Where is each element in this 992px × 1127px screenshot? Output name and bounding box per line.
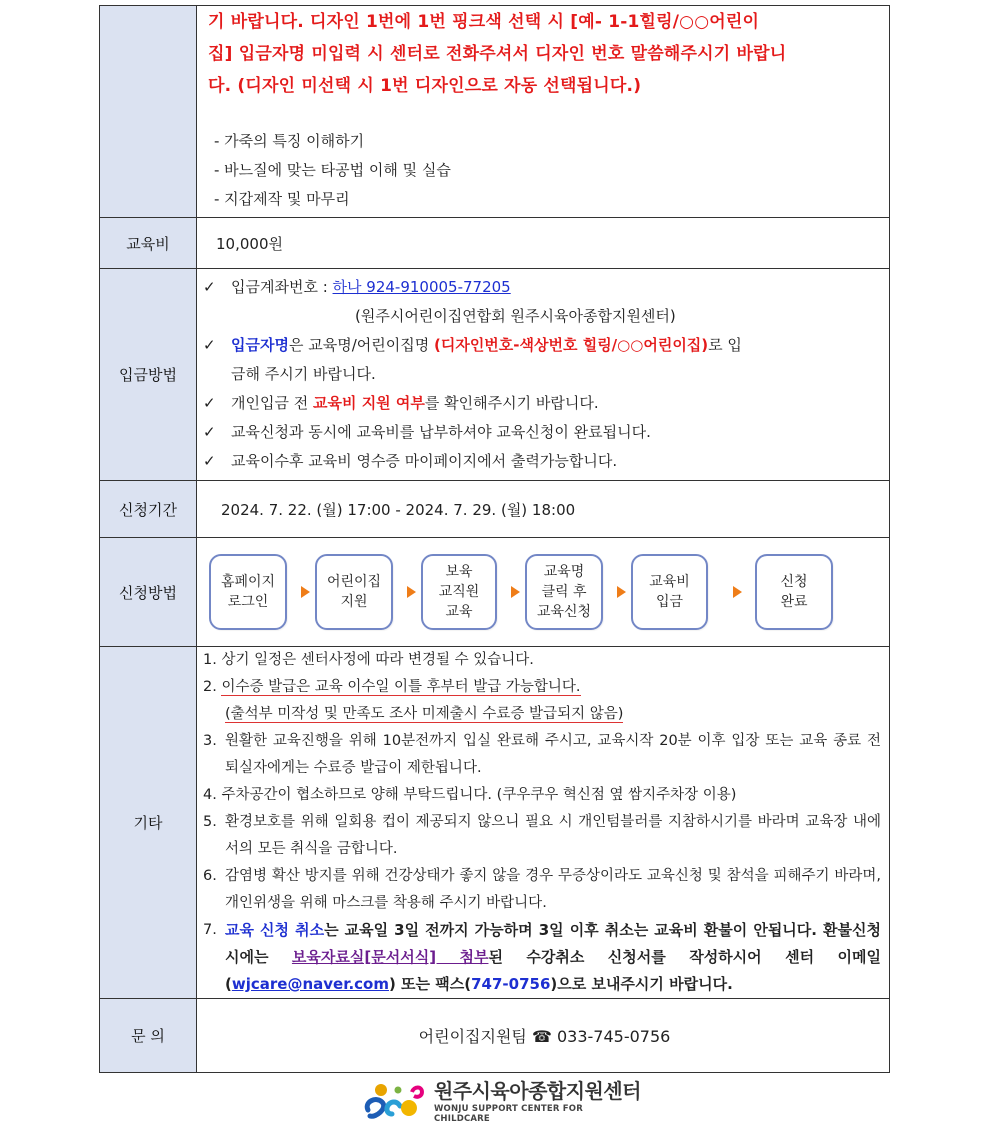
curriculum-list [208,127,881,214]
check-icon: ✓ [203,336,216,354]
step-complete: 신청 완료 [755,554,833,630]
period-value: 2024. 7. 22. (월) 17:00 - 2024. 7. 29. (월) 18:00 [197,481,890,538]
center-name-block [434,1080,642,1124]
curriculum-item: - 가죽의 특징 이해하기 [214,132,365,150]
certificate-condition: (출석부 미작성 및 만족도 조사 미제출시 수료증 발급되지 않음) [225,706,624,722]
check-icon: ✓ [203,423,216,441]
period-row [100,481,890,538]
etc-item-5-text: 환경보호를 위해 일회용 컵이 제공되지 않으니 필요 시 개인텀블러를 지참하시기를 바라며 교육장 내에서의 모든 취식을 금합니다. [225,814,881,857]
fax-number: 747-0756 [471,975,551,993]
course-info-table [99,5,890,1073]
application-steps [197,538,889,646]
etc-item-3-text: 원활한 교육진행을 위해 10분전까지 입실 완료해 주시고, 교육시작 20분 이후 입장 또는 교육 종료 전 퇴실자에게는 수료증 발급이 제한됩니다. [225,733,881,776]
certificate-notice: 이수증 발급은 교육 이수일 이틀 후부터 발급 가능합니다. [221,679,581,695]
personal-text-end: 를 확인해주시기 바랍니다. [424,394,599,412]
arrow-right-icon [301,586,310,598]
depositor-text-2: 금해 주시기 바랍니다. [231,365,376,383]
payment-complete-text: 교육신청과 동시에 교육비를 납부하셔야 교육신청이 완료됩니다. [231,423,651,441]
childcare-center-logo-icon [362,1080,428,1124]
step-login: 홈페이지 로그인 [209,554,287,630]
notice-line-1: 기 바랍니다. 디자인 1번에 1번 핑크색 선택 시 [예- 1-1힐링/○○어린이 [208,12,760,32]
etc-item-6-num: 6. [203,868,217,884]
center-name: 원주시육아종합지원센터 [433,1079,641,1103]
payment-depositor-line [203,331,881,389]
depositor-keyword: 입금자명 [231,336,289,354]
check-icon: ✓ [203,394,216,412]
center-logo [362,1080,642,1124]
payment-personal-line [203,389,881,418]
account-label: 입금계좌번호 : [231,278,333,296]
contact-row [100,999,890,1073]
cancel-keyword: 교육 신청 취소 [225,921,325,939]
fee-value: 10,000원 [197,218,890,269]
payment-receipt-text: 교육이수후 교육비 영수증 마이페이지에서 출력가능합니다. [231,452,618,470]
depositor-format: (디자인번호-색상번호 힐링/○○어린이집) [433,336,709,354]
etc-item-6 [203,863,881,917]
etc-item-2 [203,674,881,701]
etc-label: 기타 [100,647,197,999]
method-cell [197,538,890,647]
account-number-link[interactable]: 하나 924-910005-77205 [332,278,511,296]
etc-item-2-sub [203,701,881,728]
etc-item-6-text: 감염병 확산 방지를 위해 건강상태가 좋지 않을 경우 무증상이라도 교육신청 및 참석을 피해주기 바라며, 개인위생을 위해 마스크를 착용해 주시기 바랍니다. [225,868,881,911]
refund-text-2: 된 수강취소 신청서를 작성하시어 센터 이메일( [225,948,881,993]
arrow-right-icon [733,586,742,598]
step-course-apply: 교육명 클릭 후 교육신청 [525,554,603,630]
contact-label: 문 의 [100,999,197,1073]
etc-item-3 [203,728,881,782]
course-info-table-wrapper [99,5,889,1073]
refund-text-3: ) 또는 팩스( [388,975,472,993]
content-label-cell [100,6,197,218]
notice-line-2: 집] 입금자명 미입력 시 센터로 전화주셔서 디자인 번호 말씀해주시기 바랍니 [208,44,787,64]
refund-text: 는 교육일 3일 전까지 가능하며 3일 이후 취소는 교육비 환불이 안됩니다. 환불신청 시에는 [225,921,882,966]
curriculum-item: - 지갑제작 및 마무리 [214,190,350,208]
content-cell [197,6,890,218]
method-row [100,538,890,647]
etc-row [100,647,890,999]
check-icon: ✓ [203,278,216,296]
step-staff-education: 보육 교직원 교육 [421,554,497,630]
refund-text-4: )으로 보내주시기 바랍니다. [550,975,733,993]
document-form-link[interactable]: 보육자료실[문서서식] 첨부 [291,948,489,966]
etc-item-2-num: 2. [203,679,222,695]
arrow-right-icon [617,586,626,598]
payment-label: 입금방법 [100,269,197,481]
fee-label: 교육비 [100,218,197,269]
design-notice [208,6,881,102]
payment-row [100,269,890,481]
method-label: 신청방법 [100,538,197,647]
notice-line-3: 다. (디자인 미선택 시 1번 디자인으로 자동 선택됩니다.) [208,76,642,96]
account-holder: (원주시어린이집연합회 원주시육아종합지원센터) [355,307,676,325]
depositor-text-end: 로 입 [708,336,742,354]
arrow-right-icon [407,586,416,598]
etc-item-3-num: 3. [203,733,217,749]
depositor-text: 은 교육명/어린이집명 [288,336,434,354]
payment-receipt-line [203,447,881,476]
etc-cell [197,647,890,999]
etc-item-7-num: 7. [203,922,217,938]
arrow-right-icon [511,586,520,598]
email-link[interactable]: wjcare@naver.com [231,975,389,993]
fee-row [100,218,890,269]
period-label: 신청기간 [100,481,197,538]
payment-account-line [203,273,881,302]
center-english-name: WONJU SUPPORT CENTER FOR CHILDCARE [433,1104,583,1124]
payment-cell [197,269,890,481]
content-row [100,6,890,218]
payment-complete-line [203,418,881,447]
etc-item-4: 4. 주차공간이 협소하므로 양해 부탁드립니다. (쿠우쿠우 혁신점 옆 쌈지주차장 이용) [203,787,737,803]
fee-support-keyword: 교육비 지원 여부 [313,394,425,412]
etc-item-5 [203,809,881,863]
curriculum-item: - 바느질에 맞는 타공법 이해 및 실습 [214,161,451,179]
etc-item-7 [203,917,881,998]
check-icon: ✓ [203,452,216,470]
step-daycare-support: 어린이집 지원 [315,554,393,630]
step-pay-fee: 교육비 입금 [631,554,708,630]
etc-item-5-num: 5. [203,814,217,830]
personal-text: 개인입금 전 [231,394,313,412]
contact-value: 어린이집지원팀 ☎ 033-745-0756 [197,999,890,1073]
etc-item-1: 1. 상기 일정은 센터사정에 따라 변경될 수 있습니다. [203,652,534,668]
